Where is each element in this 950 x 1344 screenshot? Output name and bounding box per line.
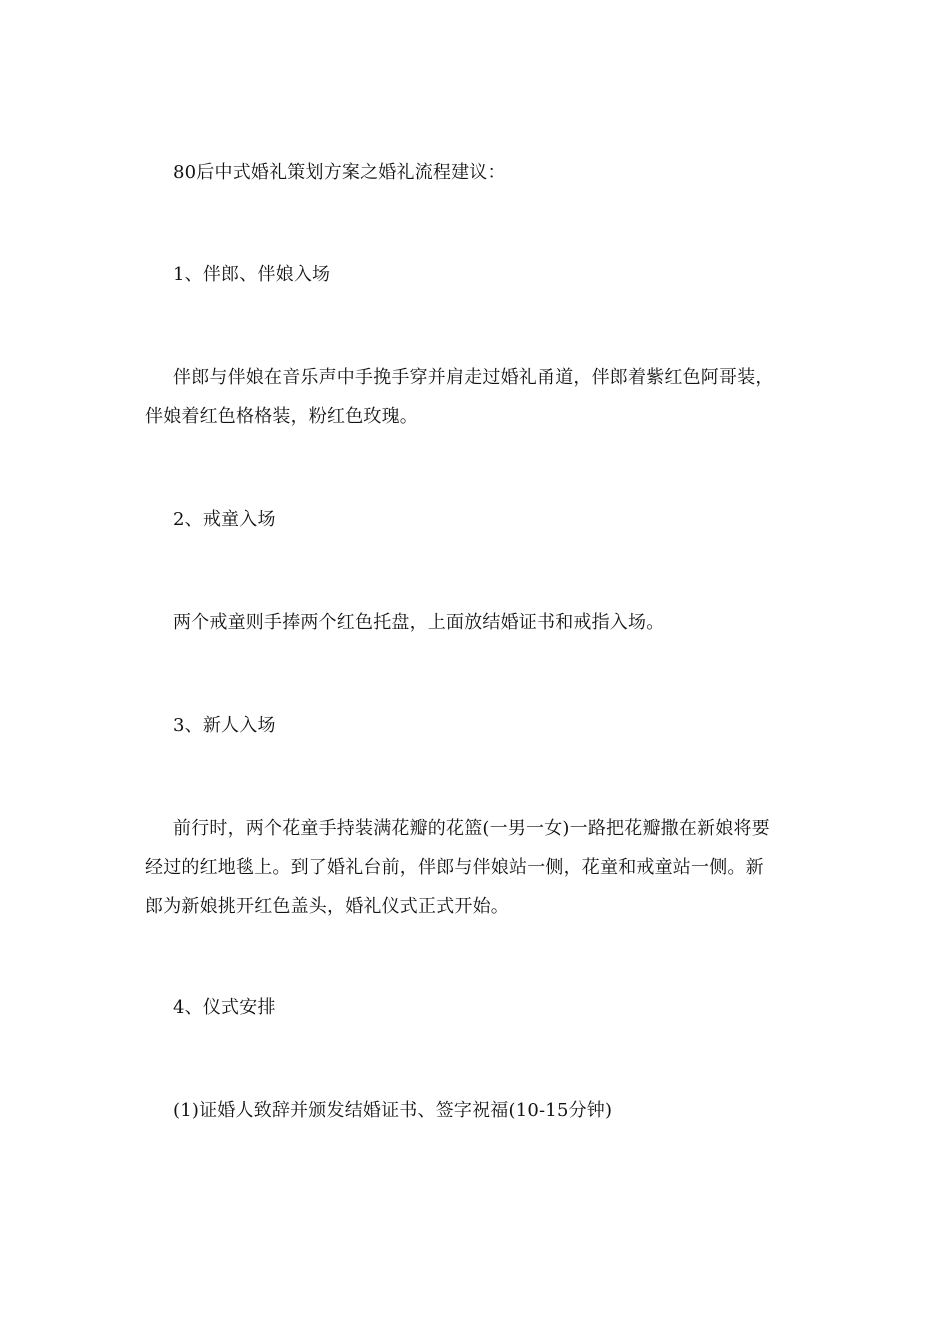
step-3-paragraph-line-3: 郎为新娘挑开红色盖头，婚礼仪式正式开始。: [145, 896, 509, 917]
step-1-paragraph-line-1: 伴郎与伴娘在音乐声中手挽手穿并肩走过婚礼甬道，伴郎着紫红色阿哥装，: [173, 367, 774, 388]
step-1-heading: 1、伴郎、伴娘入场: [173, 264, 331, 285]
step-4-heading: 4、仪式安排: [173, 997, 276, 1018]
step-2-heading: 2、戒童入场: [173, 509, 276, 530]
step-1-paragraph-line-2: 伴娘着红色格格装，粉红色玫瑰。: [145, 406, 418, 427]
step-3-paragraph-line-1: 前行时，两个花童手持装满花瓣的花篮(一男一女)一路把花瓣撒在新娘将要: [173, 818, 770, 839]
step-4-item-1: (1)证婚人致辞并颁发结婚证书、签字祝福(10-15分钟): [173, 1100, 613, 1121]
step-3-paragraph-line-2: 经过的红地毯上。到了婚礼台前，伴郎与伴娘站一侧，花童和戒童站一侧。新: [145, 857, 764, 878]
step-3-heading: 3、新人入场: [173, 715, 276, 736]
document-title: 80后中式婚礼策划方案之婚礼流程建议：: [173, 162, 506, 183]
step-2-paragraph-line-1: 两个戒童则手捧两个红色托盘，上面放结婚证书和戒指入场。: [173, 612, 665, 633]
